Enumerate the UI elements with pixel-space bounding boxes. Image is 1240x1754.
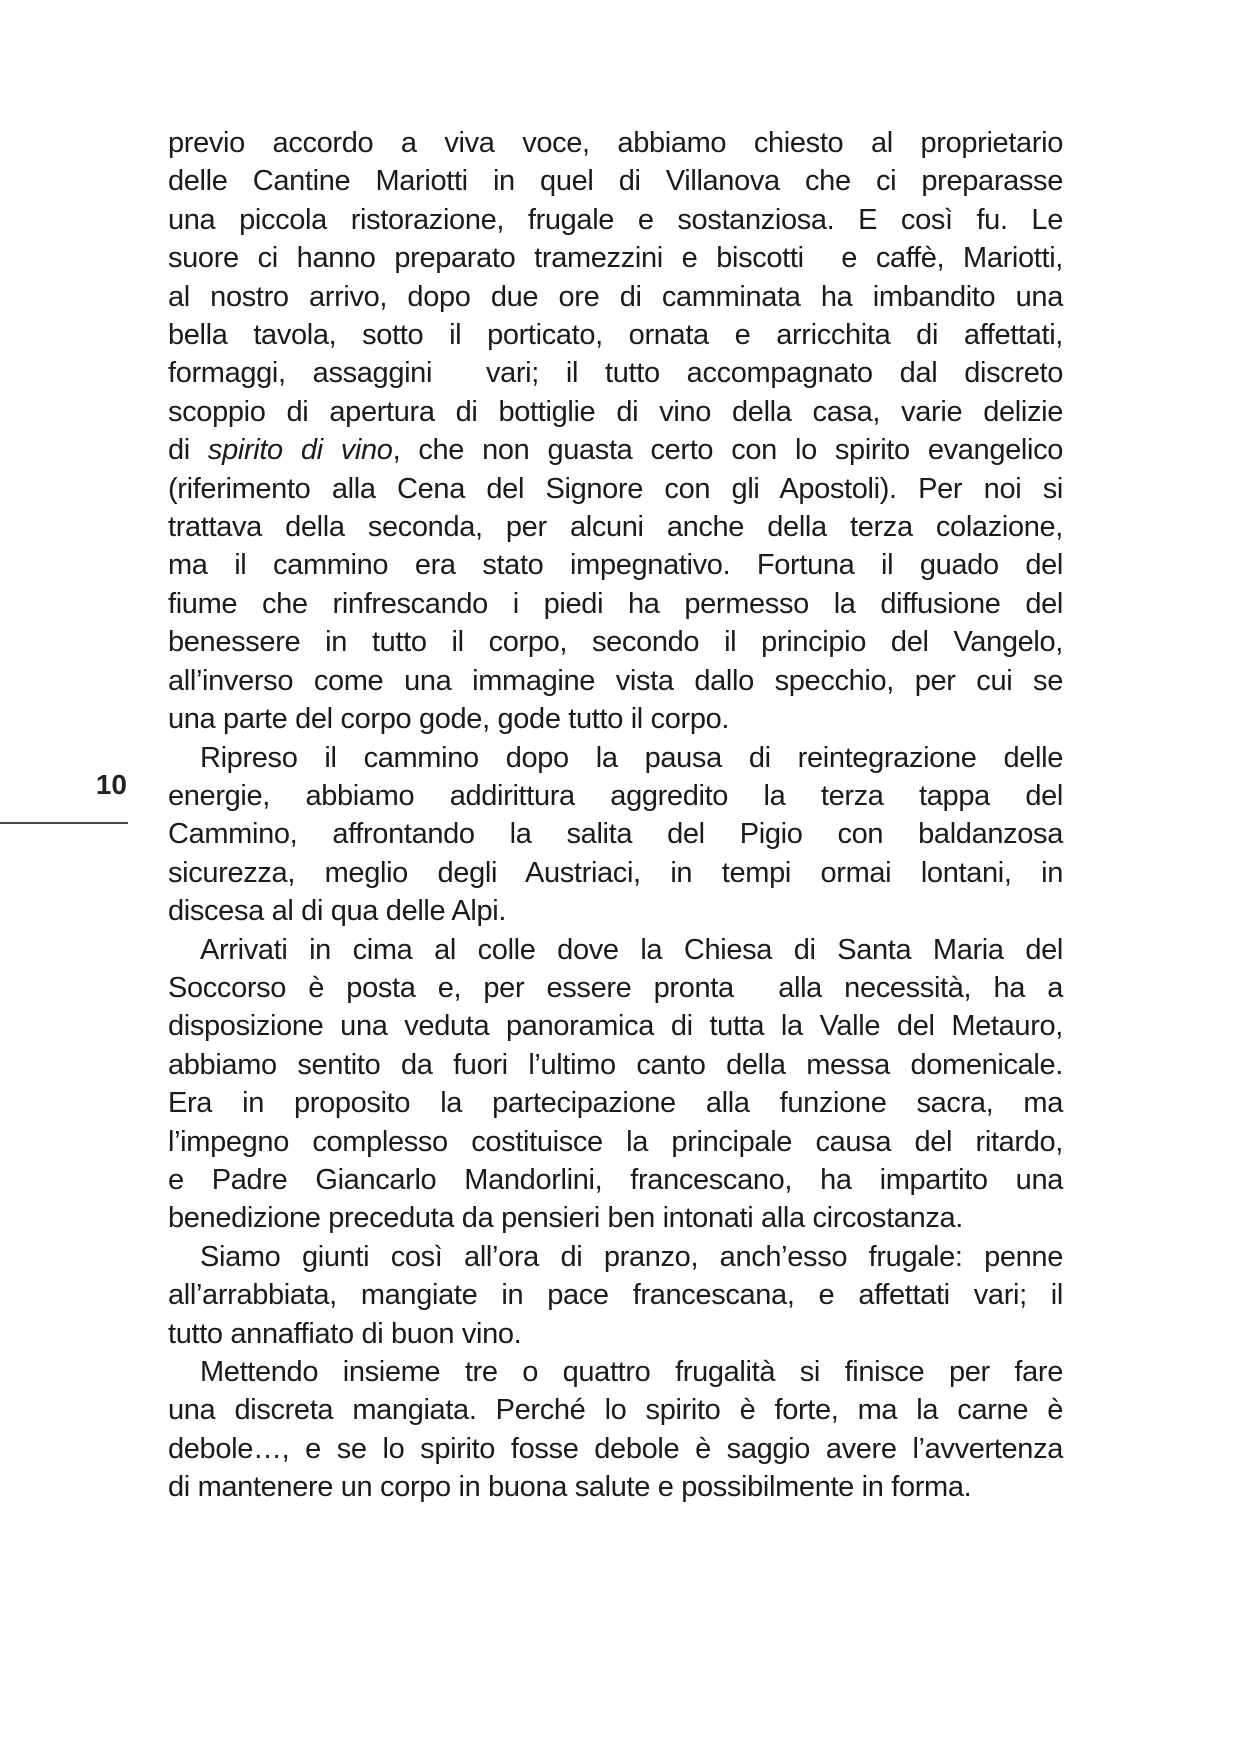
page-number-block — [0, 770, 128, 824]
text-line: Soccorso è posta e, per essere pronta alla necessità, ha a — [168, 971, 1063, 1004]
text-line: di mantenere un corpo in buona salute e possibilmente in forma. — [168, 1471, 972, 1504]
text-line: fiume che rinfrescando i piedi ha permesso la diffusione del — [168, 587, 1063, 620]
text-line — [168, 431, 1063, 469]
text-line: Mettendo insieme tre o quattro frugalità si finisce per fare — [200, 1356, 1063, 1388]
text-line: Cammino, affrontando la salita del Pigio con baldanzosa — [168, 818, 1063, 851]
text-segment: , che non guasta certo con lo spirito evangelico — [392, 434, 1063, 467]
text-line: sicurezza, meglio degli Austriaci, in tempi ormai lontani, in — [168, 856, 1063, 889]
text-line: all’arrabbiata, mangiate in pace francescana, e affettati vari; il — [168, 1279, 1063, 1312]
text-line: una discreta mangiata. Perché lo spirito è forte, ma la carne è — [168, 1394, 1063, 1427]
text-line: Ripreso il cammino dopo la pausa di reintegrazione delle — [200, 741, 1063, 774]
text-line: benedizione preceduta da pensieri ben intonati alla circostanza. — [168, 1202, 963, 1235]
text-line: formaggi, assaggini vari; il tutto accompagnato dal discreto — [168, 357, 1063, 390]
page-number: 10 — [95, 769, 127, 800]
text-line: una piccola ristorazione, frugale e sostanziosa. E così fu. Le — [168, 203, 1063, 236]
text-line: trattava della seconda, per alcuni anche della terza colazione, — [168, 511, 1063, 544]
text-line: suore ci hanno preparato tramezzini e biscotti e caffè, Mariotti, — [168, 242, 1063, 275]
text-line: all’inverso come una immagine vista dallo specchio, per cui se — [168, 664, 1063, 697]
text-segment: di — [168, 434, 208, 467]
text-line: disposizione una veduta panoramica di tutta la Valle del Metauro, — [168, 1010, 1063, 1043]
text-line: scoppio di apertura di bottiglie di vino della casa, varie delizie — [168, 395, 1063, 428]
text-line: energie, abbiamo addirittura aggredito la terza tappa del — [168, 779, 1063, 812]
text-line: previo accordo a viva voce, abbiamo chiesto al proprietario — [168, 127, 1063, 159]
text-line: l’impegno complesso costituisce la principale causa del ritardo, — [168, 1125, 1063, 1158]
text-line: una parte del corpo gode, gode tutto il corpo. — [168, 703, 730, 736]
text-line: bella tavola, sotto il porticato, ornata e arricchita di affettati, — [168, 319, 1063, 352]
text-line: discesa al di qua delle Alpi. — [168, 895, 507, 928]
text-line: abbiamo sentito da fuori l’ultimo canto della messa domenicale. — [168, 1048, 1063, 1081]
text-line: delle Cantine Mariotti in quel di Villanova che ci preparasse — [168, 165, 1063, 198]
text-line: Siamo giunti così all’ora di pranzo, anch’esso frugale: penne — [200, 1240, 1063, 1273]
text-line: ma il cammino era stato impegnativo. Fortuna il guado del — [168, 549, 1063, 582]
text-line: al nostro arrivo, dopo due ore di camminata ha imbandito una — [168, 280, 1063, 313]
text-line: (riferimento alla Cena del Signore con gli Apostoli). Per noi si — [168, 472, 1063, 505]
italic-text-segment: spirito di vino — [207, 434, 393, 467]
text-line: Arrivati in cima al colle dove la Chiesa di Santa Maria del — [200, 933, 1063, 966]
text-column — [168, 124, 1063, 1507]
text-line: e Padre Giancarlo Mandorlini, francescano, ha impartito una — [168, 1163, 1063, 1196]
text-line: tutto annaffiato di buon vino. — [168, 1317, 522, 1350]
text-line: debole…, e se lo spirito fosse debole è saggio avere l’avvertenza — [168, 1432, 1063, 1465]
text-line: Era in proposito la partecipazione alla funzione sacra, ma — [168, 1087, 1063, 1120]
text-line: benessere in tutto il corpo, secondo il principio del Vangelo, — [168, 626, 1063, 659]
